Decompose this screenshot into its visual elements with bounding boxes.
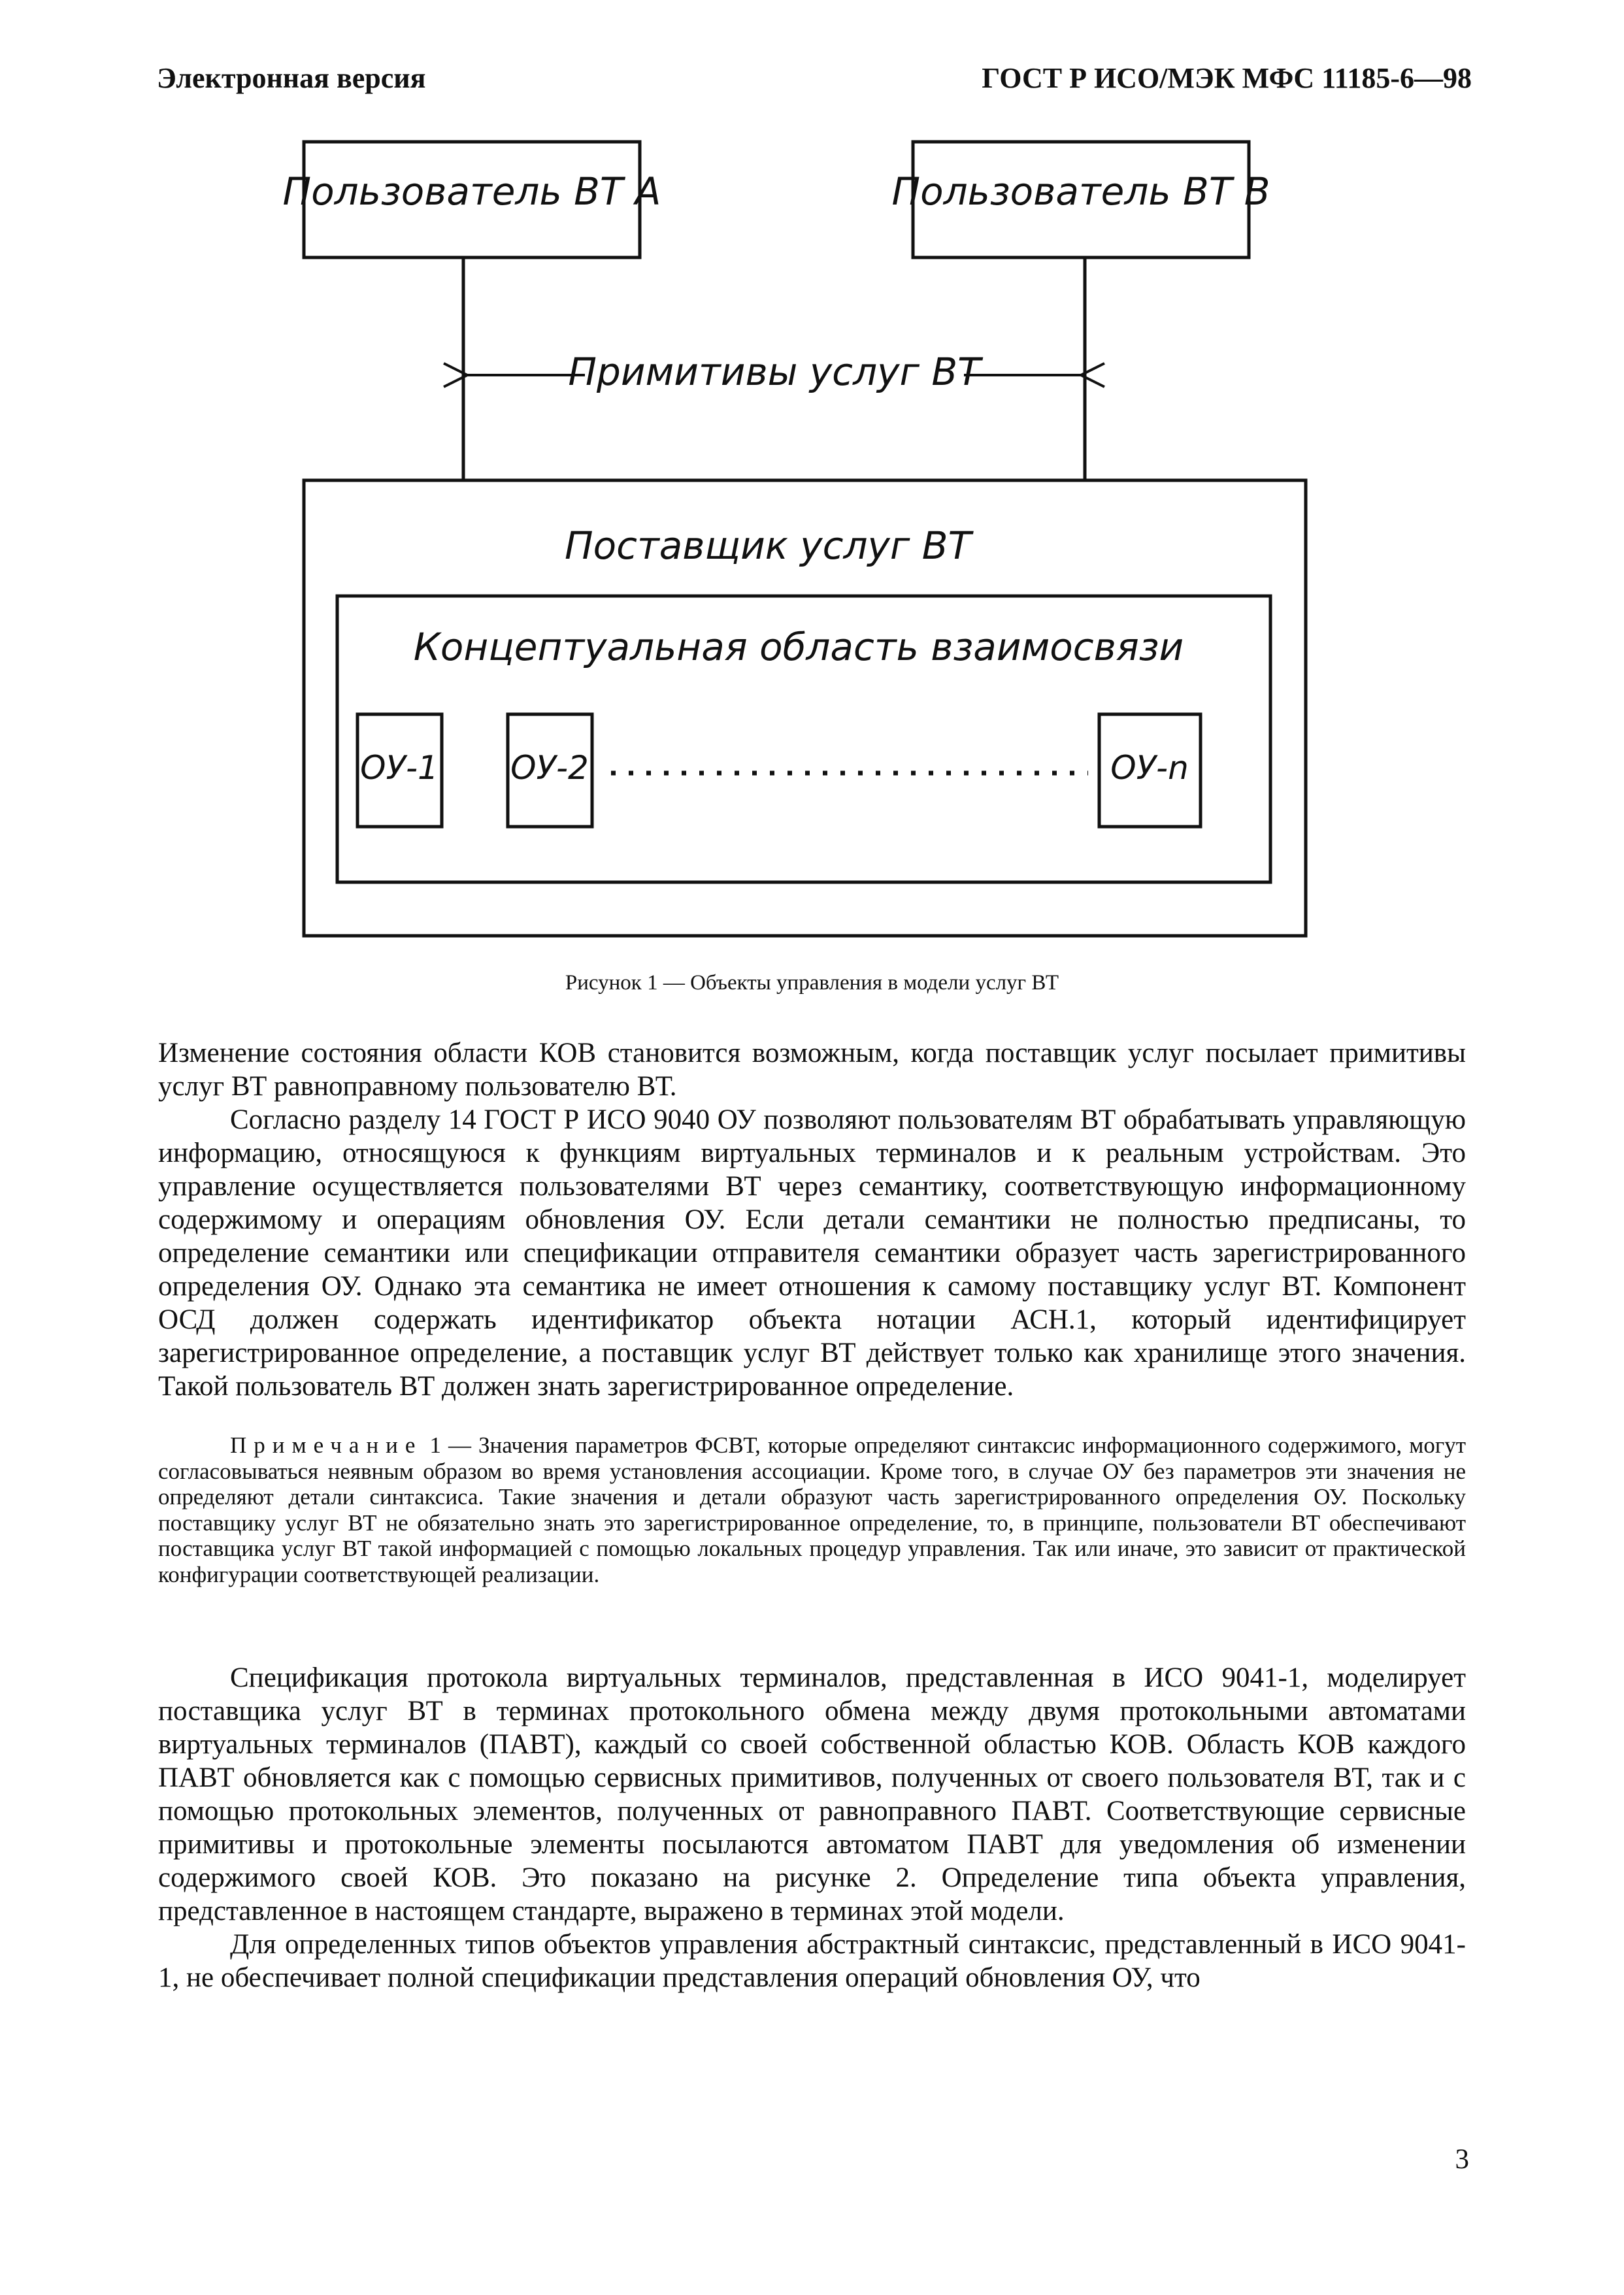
- figure-diagram: [0, 0, 1624, 980]
- user-b-label: Пользователь ВТ В: [891, 169, 1270, 214]
- object-label-n: ОУ-n: [1110, 749, 1189, 787]
- provider-label: Поставщик услуг ВТ: [564, 523, 972, 568]
- paragraph-1: Изменение состояния области КОВ становится возможным, когда поставщик услуг посылает примитивы услуг ВТ равноправному пользователю ВТ.: [158, 1038, 1466, 1102]
- header-left: Электронная версия: [157, 62, 426, 94]
- note-1: [158, 1432, 1466, 1587]
- header-right: ГОСТ Р ИСО/МЭК МФС 11185-6—98: [982, 62, 1472, 94]
- paragraph-4: Для определенных типов объектов управления абстрактный синтаксис, представленный в ИСО 9041-1, не обеспечивает полной спецификации представления операций обновления ОУ, что: [158, 1929, 1466, 1993]
- user-a-label: Пользователь ВТ А: [282, 169, 661, 214]
- paragraph-2: Согласно разделу 14 ГОСТ Р ИСО 9040 ОУ позволяют пользователям ВТ обрабатывать управляющую информацию, относящуюся к функциям виртуальных терминалов и к реальным устройствам. Это управление осуществляется пользователями ВТ через семантику, соответствующую информационному содержимому и операциям обновления ОУ. Если детали семантики не полностью предписаны, то определение семантики или спецификации отправителя семантики образует часть зарегистрированного определения ОУ. Однако эта семантика не имеет отношения к самому поставщику услуг ВТ. Компонент ОСД должен содержать идентификатор объекта нотации АСН.1, который идентифицирует зарегистрированное определение, а поставщик услуг ВТ действует только как хранилище этого значения. Такой пользователь ВТ должен знать зарегистрированное определение.: [158, 1104, 1466, 1402]
- figure-caption: Рисунок 1 — Объекты управления в модели услуг ВТ: [565, 971, 1059, 995]
- note-text: 1 — Значения параметров ФСВТ, которые определяют синтаксис информационного содержимого, могут согласовываться неявным образом во время установления ассоциации. Кроме того, в случае ОУ без параметров эти значения не определяют детали синтаксиса. Такие значения и детали образуют часть зарегистрированного определения ОУ. Поскольку поставщику услуг ВТ не обязательно знать это зарегистрированное определение, то, в принципе, пользователи ВТ обеспечивают поставщика услуг ВТ такой информацией с помощью локальных процедур управления. Так или иначе, это зависит от практической конфигурации соответствующей реализации.: [158, 1432, 1466, 1587]
- body-section-2: [158, 1661, 1466, 1994]
- object-label-1: ОУ-1: [360, 749, 439, 787]
- paragraph-3: Спецификация протокола виртуальных терминалов, представленная в ИСО 9041-1, моделирует поставщика услуг ВТ в терминах протокольного обмена между двумя протокольными автоматами виртуальных терминалов (ПАВТ), каждый со своей собственной областью КОВ. Область КОВ каждого ПАВТ обновляется как с помощью сервисных примитивов, полученных от своего пользователя ВТ, так и с помощью протокольных элементов, полученных от равноправного ПАВТ. Соответствующие сервисные примитивы и протокольные элементы посылаются автоматом ПАВТ для уведомления об изменении содержимого своей КОВ. Это показано на рисунке 2. Определение типа объекта управления, представленное в настоящем стандарте, выражено в терминах этой модели.: [158, 1662, 1466, 1926]
- primitives-label: Примитивы услуг ВТ: [568, 350, 981, 394]
- object-label-2: ОУ-2: [510, 749, 589, 787]
- note-label: Примечание: [230, 1432, 423, 1458]
- body-section-1: [158, 1036, 1466, 1403]
- page-number: 3: [1455, 2144, 1469, 2175]
- conceptual-area-label: Концептуальная область взаимосвязи: [413, 625, 1184, 669]
